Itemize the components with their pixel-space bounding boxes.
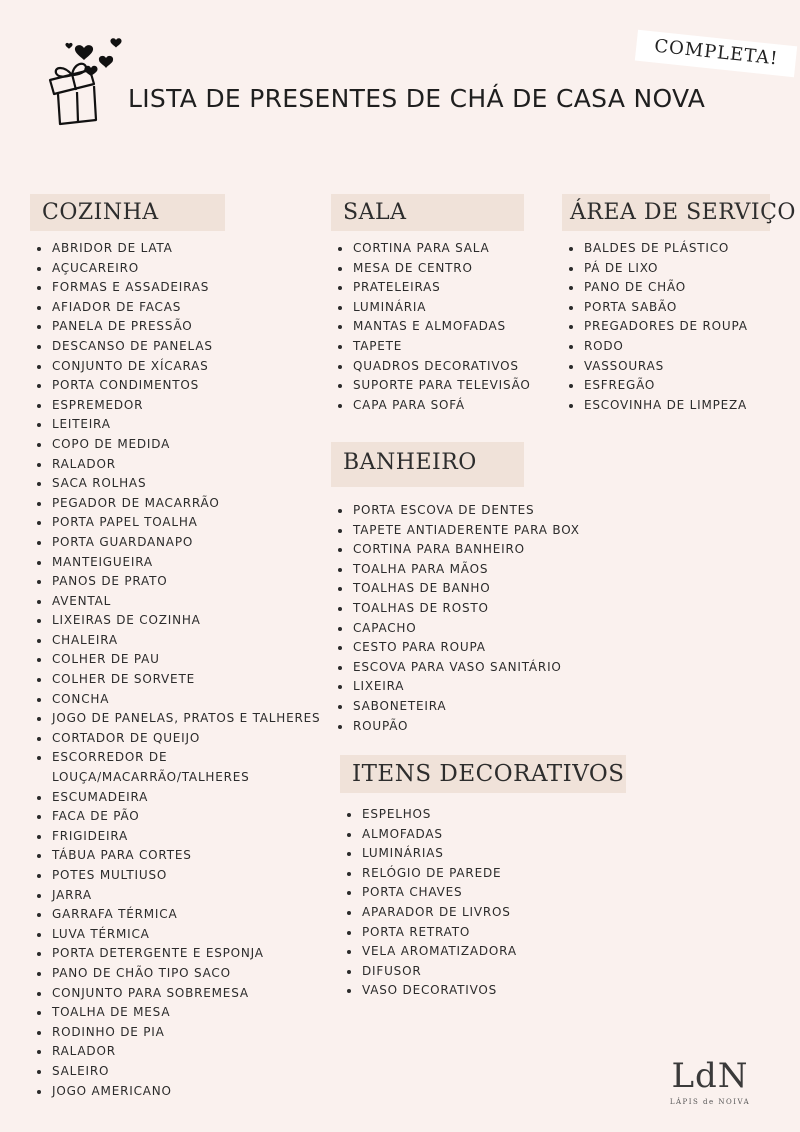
list-item: RODINHO DE PIA xyxy=(30,1023,320,1043)
section-header: COZINHA xyxy=(30,194,225,231)
list-item: PORTA CHAVES xyxy=(340,883,626,903)
section-itens-decorativos xyxy=(340,755,626,1001)
list-item: AFIADOR DE FACAS xyxy=(30,298,320,318)
gift-with-hearts-icon xyxy=(44,36,128,128)
list-item: PRATELEIRAS xyxy=(331,278,531,298)
section-area-de-servico xyxy=(562,194,796,415)
list-item: SUPORTE PARA TELEVISÃO xyxy=(331,376,531,396)
list-item: RALADOR xyxy=(30,455,320,475)
logo-subtitle: LÁPIS de NOIVA xyxy=(669,1098,751,1106)
list-item: PORTA GUARDANAPO xyxy=(30,533,320,553)
list-item: ESCOVINHA DE LIMPEZA xyxy=(562,396,770,416)
list-item: PANOS DE PRATO xyxy=(30,572,320,592)
list-item: ABRIDOR DE LATA xyxy=(30,239,320,259)
list-item: RODO xyxy=(562,337,770,357)
list-item: ESCOVA PARA VASO SANITÁRIO xyxy=(331,658,580,678)
logo-mark: LdN xyxy=(671,1056,749,1096)
list-item: LUMINÁRIA xyxy=(331,298,531,318)
list-item: MESA DE CENTRO xyxy=(331,259,531,279)
list-item: TAPETE xyxy=(331,337,531,357)
list-item: LOUÇA/MACARRÃO/TALHERES xyxy=(52,770,250,785)
list-item: PANO DE CHÃO TIPO SACO xyxy=(30,964,320,984)
list-item: ESPELHOS xyxy=(340,805,626,825)
list-item: LIXEIRAS DE COZINHA xyxy=(30,611,320,631)
list-item: PORTA CONDIMENTOS xyxy=(30,376,320,396)
list-item: FORMAS E ASSADEIRAS xyxy=(30,278,320,298)
list-item: PANELA DE PRESSÃO xyxy=(30,317,320,337)
list-item: ESCORREDOR DE xyxy=(30,748,320,768)
list-item: VASSOURAS xyxy=(562,357,770,377)
list-item: PORTA RETRATO xyxy=(340,923,626,943)
brand-logo xyxy=(668,1056,752,1106)
list-item: PANO DE CHÃO xyxy=(562,278,770,298)
list-item: TAPETE ANTIADERENTE PARA BOX xyxy=(331,521,580,541)
list-item: SACA ROLHAS xyxy=(30,474,320,494)
list-item: BALDES DE PLÁSTICO xyxy=(562,239,770,259)
list-item: LUMINÁRIAS xyxy=(340,844,626,864)
list-item: TOALHAS DE BANHO xyxy=(331,579,580,599)
list-item: COLHER DE SORVETE xyxy=(30,670,320,690)
section-header: ÁREA DE SERVIÇO xyxy=(562,194,770,231)
list-item: COLHER DE PAU xyxy=(30,650,320,670)
list-item: ESPREMEDOR xyxy=(30,396,320,416)
item-list xyxy=(340,805,626,1001)
list-item: DIFUSOR xyxy=(340,962,626,982)
section-cozinha xyxy=(30,194,320,1101)
list-item: QUADROS DECORATIVOS xyxy=(331,357,531,377)
list-item: PORTA SABÃO xyxy=(562,298,770,318)
item-list xyxy=(331,501,580,736)
list-item: TOALHA DE MESA xyxy=(30,1003,320,1023)
list-item: PORTA ESCOVA DE DENTES xyxy=(331,501,580,521)
list-item: MANTAS E ALMOFADAS xyxy=(331,317,531,337)
list-item: CONJUNTO DE XÍCARAS xyxy=(30,357,320,377)
list-item: PÁ DE LIXO xyxy=(562,259,770,279)
list-item: VELA AROMATIZADORA xyxy=(340,942,626,962)
list-item: JOGO DE PANELAS, PRATOS E TALHERES xyxy=(30,709,320,729)
list-item: VASO DECORATIVOS xyxy=(340,981,626,1001)
list-item: ESCUMADEIRA xyxy=(30,788,320,808)
list-item: CORTADOR DE QUEIJO xyxy=(30,729,320,749)
list-item: DESCANSO DE PANELAS xyxy=(30,337,320,357)
section-header: BANHEIRO xyxy=(331,442,524,487)
list-item: COPO DE MEDIDA xyxy=(30,435,320,455)
section-header: SALA xyxy=(331,194,524,231)
list-item: POTES MULTIUSO xyxy=(30,866,320,886)
list-item: ROUPÃO xyxy=(331,717,580,737)
item-list xyxy=(331,239,531,415)
list-item: APARADOR DE LIVROS xyxy=(340,903,626,923)
completed-badge: COMPLETA! xyxy=(635,30,798,78)
list-item: MANTEIGUEIRA xyxy=(30,553,320,573)
list-item: SABONETEIRA xyxy=(331,697,580,717)
list-item: ESFREGÃO xyxy=(562,376,770,396)
list-item: LIXEIRA xyxy=(331,677,580,697)
list-item: LUVA TÉRMICA xyxy=(30,925,320,945)
item-list xyxy=(30,239,320,1101)
list-item: JARRA xyxy=(30,886,320,906)
list-item: TOALHAS DE ROSTO xyxy=(331,599,580,619)
list-item: CESTO PARA ROUPA xyxy=(331,638,580,658)
section-header: ITENS DECORATIVOS xyxy=(340,755,626,793)
list-item: ALMOFADAS xyxy=(340,825,626,845)
list-item: CORTINA PARA SALA xyxy=(331,239,531,259)
list-item: RELÓGIO DE PAREDE xyxy=(340,864,626,884)
list-item: CONCHA xyxy=(30,690,320,710)
list-item: RALADOR xyxy=(30,1042,320,1062)
list-item: LEITEIRA xyxy=(30,415,320,435)
section-banheiro xyxy=(331,442,580,736)
list-item: CHALEIRA xyxy=(30,631,320,651)
list-item: FRIGIDEIRA xyxy=(30,827,320,847)
list-item: TOALHA PARA MÃOS xyxy=(331,560,580,580)
list-item: FACA DE PÃO xyxy=(30,807,320,827)
item-list xyxy=(562,239,770,415)
list-item: JOGO AMERICANO xyxy=(30,1082,320,1102)
list-item: CAPA PARA SOFÁ xyxy=(331,396,531,416)
list-item: PEGADOR DE MACARRÃO xyxy=(30,494,320,514)
list-item: PREGADORES DE ROUPA xyxy=(562,317,770,337)
page-title: LISTA DE PRESENTES DE CHÁ DE CASA NOVA xyxy=(128,84,706,113)
section-sala xyxy=(331,194,531,415)
list-item: CORTINA PARA BANHEIRO xyxy=(331,540,580,560)
list-item: PORTA PAPEL TOALHA xyxy=(30,513,320,533)
list-item: TÁBUA PARA CORTES xyxy=(30,846,320,866)
list-item: GARRAFA TÉRMICA xyxy=(30,905,320,925)
list-item: AVENTAL xyxy=(30,592,320,612)
list-item: CAPACHO xyxy=(331,619,580,639)
list-item: SALEIRO xyxy=(30,1062,320,1082)
list-item: AÇUCAREIRO xyxy=(30,259,320,279)
list-item: PORTA DETERGENTE E ESPONJA xyxy=(30,944,320,964)
list-item: CONJUNTO PARA SOBREMESA xyxy=(30,984,320,1004)
